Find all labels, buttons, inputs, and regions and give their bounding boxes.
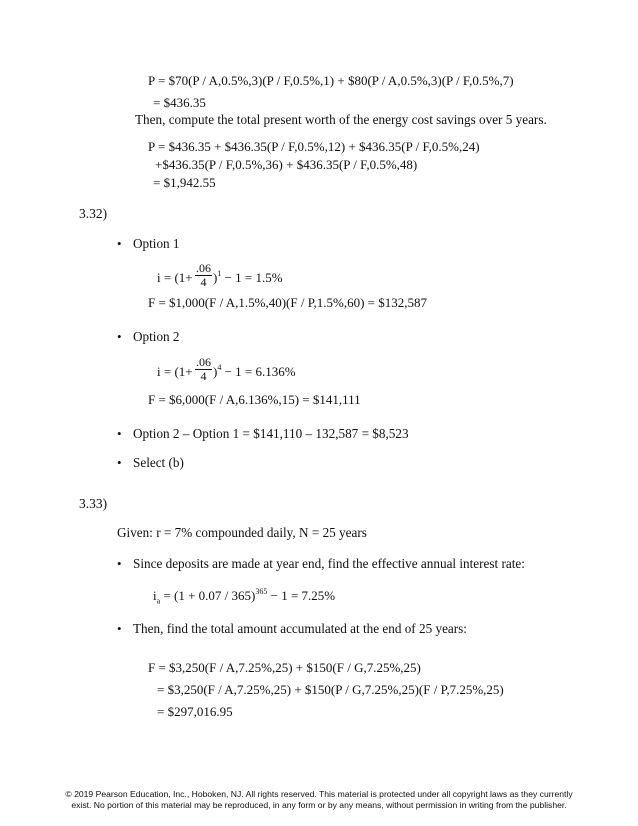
ia-symbol: i <box>153 588 157 603</box>
fraction-denominator: 4 <box>200 275 207 289</box>
equation-p-total-1: P = $436.35 + $436.35(P / F,0.5%,12) + $436.35(P / F,0.5%,24) <box>148 139 480 154</box>
future-value-eq-2: = $3,250(F / A,7.25%,25) + $150(P / G,7.25%,25)(F / P,7.25%,25) <box>157 682 504 697</box>
equation-p-total-2: +$436.35(P / F,0.5%,36) + $436.35(P / F,0.5%,48) <box>155 157 418 172</box>
option-difference: Option 2 – Option 1 = $141,110 – 132,587 = $8,523 <box>133 426 409 441</box>
option2-rate-result: − 1 = 6.136% <box>224 364 296 379</box>
ia-exponent: 365 <box>255 587 268 596</box>
option1-exponent: 1 <box>217 269 222 278</box>
option1-label: Option 1 <box>133 236 180 251</box>
copyright-line-1: © 2019 Pearson Education, Inc., Hoboken, NJ. All rights reserved. This material is protected under all copyright laws as they currently <box>65 789 573 799</box>
instruction-text: Then, compute the total present worth of the energy cost savings over 5 years. <box>135 112 547 127</box>
future-value-result: = $297,016.95 <box>157 704 233 719</box>
option1-fraction <box>195 262 212 289</box>
future-value-eq-1: F = $3,250(F / A,7.25%,25) + $150(F / G,7.25%,25) <box>148 660 421 675</box>
equation-result-1942: = $1,942.55 <box>153 175 216 190</box>
option2-future-value: F = $6,000(F / A,6.136%,15) = $141,111 <box>148 392 361 407</box>
bullet-icon: • <box>117 426 122 441</box>
bullet-icon: • <box>117 621 122 636</box>
fraction-denominator: 4 <box>200 369 207 383</box>
ia-base: = (1 + 0.07 / 365) <box>160 588 256 603</box>
ia-result: − 1 = 7.25% <box>267 588 336 603</box>
equation-p-first: P = $70(P / A,0.5%,3)(P / F,0.5%,1) + $80(P / A,0.5%,3)(P / F,0.5%,7) <box>148 73 514 88</box>
option2-rate-rest: )$^4$ − 1 = 6.136% <box>213 363 296 379</box>
option1-rate-prefix: i = (1+ <box>157 270 193 285</box>
selection-answer: Select (b) <box>133 455 184 470</box>
section-label-3-33: 3.33) <box>79 496 108 511</box>
bullet-icon: • <box>117 329 122 344</box>
option2-exponent: 4 <box>217 363 222 372</box>
option1-future-value: F = $1,000(F / A,1.5%,40)(F / P,1.5%,60) = $132,587 <box>148 295 428 310</box>
option1-rate-result: − 1 = 1.5% <box>224 270 283 285</box>
ia-subscript: a <box>156 596 161 606</box>
bullet-icon: • <box>117 556 122 571</box>
option2-rate-prefix: i = (1+ <box>157 364 193 379</box>
option1-rate-rest: )$^1$ − 1 = 1.5% <box>213 269 283 285</box>
total-amount-instruction: Then, find the total amount accumulated at the end of 25 years: <box>133 621 467 636</box>
effective-rate-instruction: Since deposits are made at year end, find the effective annual interest rate: <box>133 556 525 571</box>
given-text: Given: r = 7% compounded daily, N = 25 years <box>117 525 367 540</box>
fraction-numerator: .06 <box>196 261 211 275</box>
equation-result-436: = $436.35 <box>153 95 206 110</box>
option2-fraction <box>195 356 212 383</box>
fraction-numerator: .06 <box>196 355 211 369</box>
copyright-line-2: exist. No portion of this material may be reproduced, in any form or by any means, without permission in writing from the publisher. <box>71 800 567 810</box>
effective-rate-equation <box>153 588 335 610</box>
bullet-icon: • <box>117 236 122 251</box>
option2-label: Option 2 <box>133 329 180 344</box>
section-label-3-32: 3.32) <box>79 206 108 221</box>
bullet-icon: • <box>117 455 122 470</box>
